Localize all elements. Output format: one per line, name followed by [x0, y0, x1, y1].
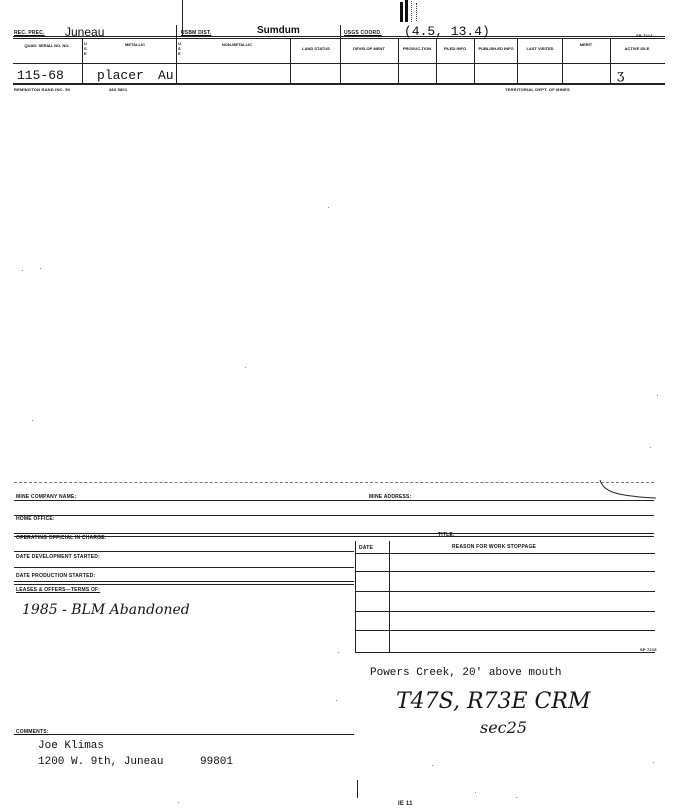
comment-zip: 99801 [200, 756, 234, 768]
punch-marks [400, 0, 428, 24]
col-active-idle: ACTIVE IDLE [624, 46, 650, 51]
col-published-info: PUBLISH-ED INFO [478, 46, 514, 51]
leases-note: 1985 - BLM Abandoned [22, 602, 190, 618]
home-office-label: HOME OFFICE: [16, 516, 55, 522]
col-merit: MERIT [579, 42, 593, 47]
form-code: SP 7214 [636, 33, 653, 38]
date-prod-label: DATE PRODUCTION STARTED: [16, 573, 96, 579]
col-development: DEVELOP-MENT [353, 46, 385, 51]
row-metallic-symbol: Au [158, 68, 174, 83]
card-corner-curve [596, 476, 658, 502]
rec-prec-value: Juneau [65, 25, 105, 39]
col-land-status: LAND STATUS [302, 46, 330, 51]
date-col-label: DATE [359, 545, 374, 551]
section-text: sec25 [480, 718, 527, 737]
mine-address-label: MINE ADDRESS: [369, 494, 412, 500]
row-active-mark: ʒ [617, 68, 625, 83]
leases-label: LEASES & OFFERS—TERMS OF: [16, 587, 101, 593]
left-codes: 383 5801 [109, 87, 128, 92]
col-metallic: METALLIC [125, 42, 145, 47]
col-last-visited: LAST VISITED [526, 46, 554, 51]
title-label: TITLE: [438, 532, 455, 538]
township-text: T47S, R73E CRM [396, 689, 591, 714]
location-text: Powers Creek, 20' above mouth [370, 667, 562, 679]
usgs-coord-value: (4.5, 13.4) [404, 24, 490, 39]
usgs-coord-label: USGS COORD. [344, 30, 382, 36]
usbm-dist-label: USBM DIST. [181, 30, 212, 36]
operating-official-label: OPERATING OFFICIAL IN CHARGE: [16, 535, 107, 541]
col-production: PRODUC-TION [402, 46, 432, 51]
comments-label: COMMENTS: [16, 729, 49, 735]
rec-prec-label: REC. PREC. [14, 30, 45, 36]
mine-company-label: MINE COMPANY NAME: [16, 494, 77, 500]
form-code-2: SP 7215 [640, 647, 657, 652]
reason-label: REASON FOR WORK STOPPAGE [452, 544, 537, 550]
usbm-dist-value: Sumdum [257, 25, 300, 36]
dept-label: TERRITORIAL DEPT. OF MINES [505, 87, 570, 92]
col-filed-info: FILED INFO [443, 46, 467, 51]
date-dev-label: DATE DEVELOPMENT STARTED: [16, 554, 100, 560]
col-non-metallic: NON-METALLIC [221, 42, 253, 47]
row-quad-serial: 115-68 [17, 68, 64, 83]
comment-name: Joe Klimas [38, 740, 105, 752]
col-use-nonmetallic: U S E [178, 41, 181, 56]
printer-label: REMINGTON RAND INC. 50 [14, 87, 71, 92]
row-metallic-type: placer [97, 68, 144, 83]
page-mark: IE 11 [398, 801, 413, 807]
col-use-metallic: U S E [84, 41, 87, 56]
comment-address: 1200 W. 9th, Juneau [38, 756, 164, 768]
col-quad-serial: QUAD. SERIAL NO. NO. [24, 43, 70, 48]
